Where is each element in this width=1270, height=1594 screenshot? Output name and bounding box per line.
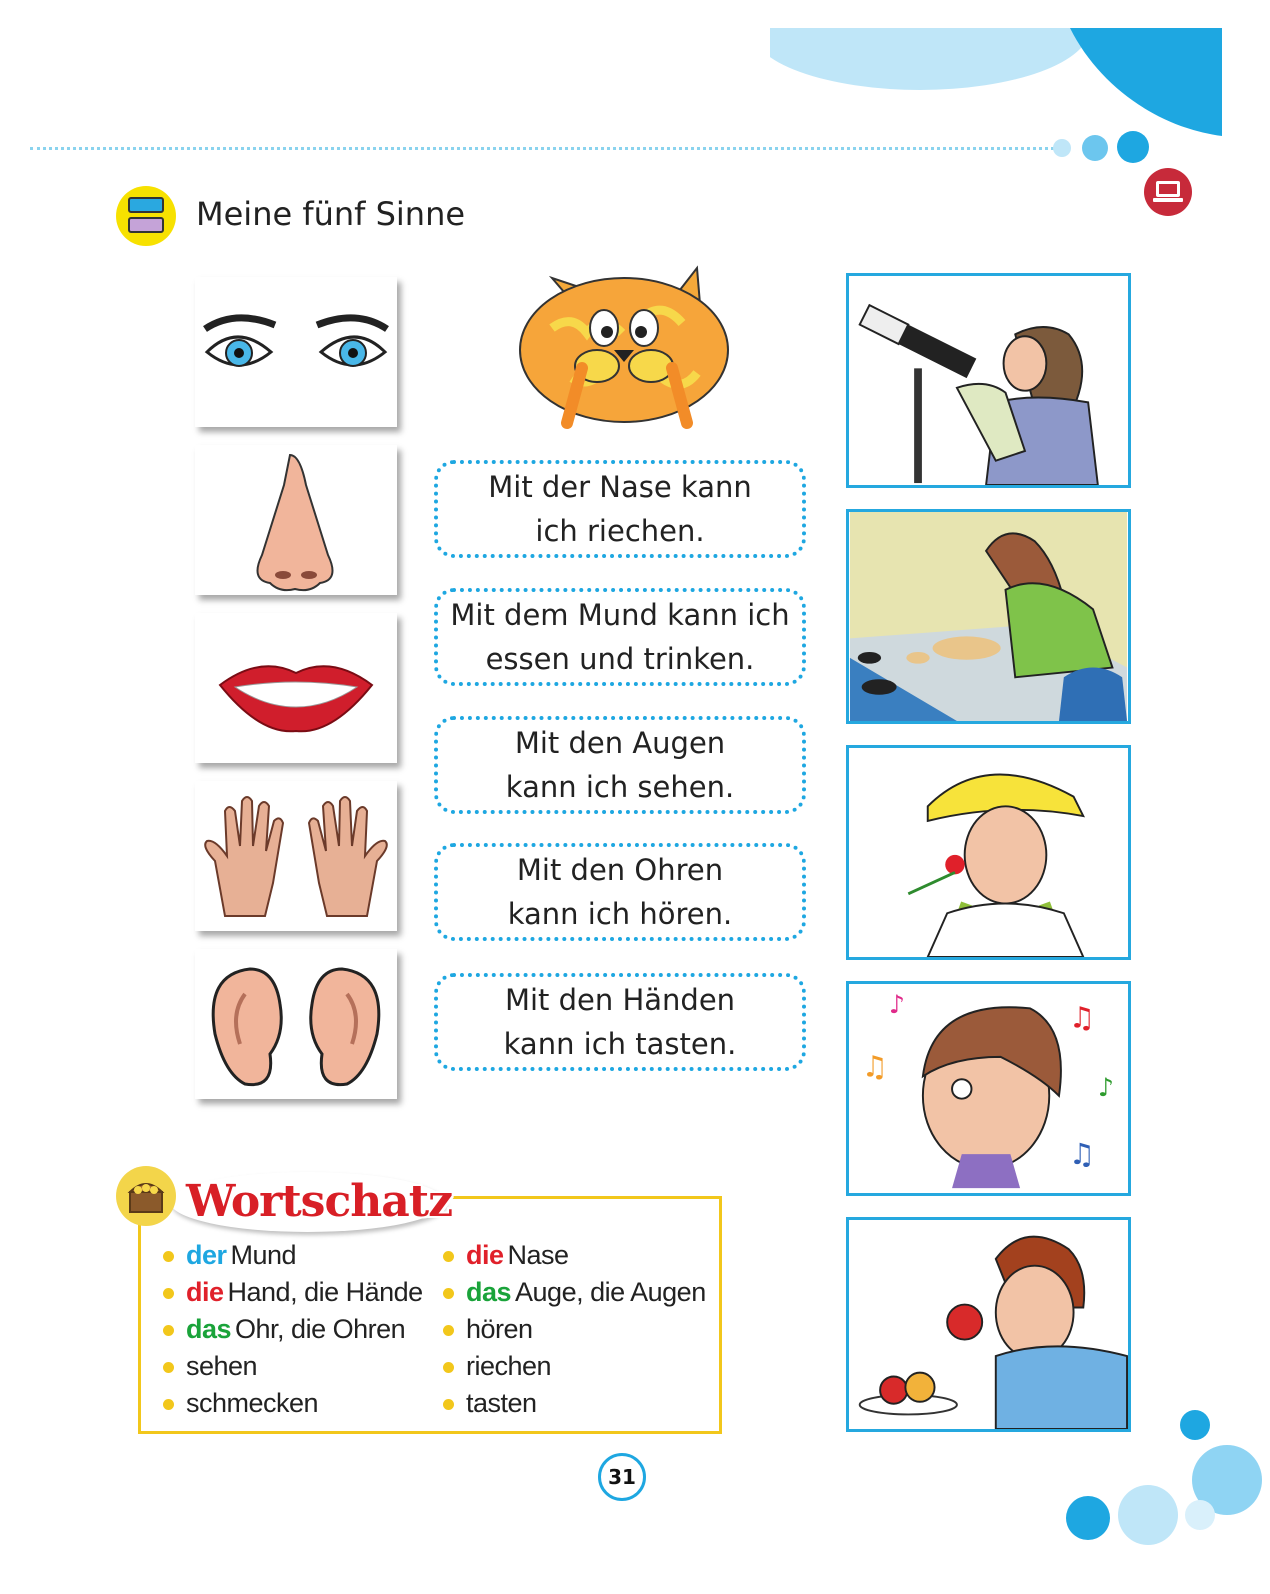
svg-text:♪: ♪ xyxy=(1097,1072,1114,1102)
listening-boy-icon xyxy=(849,984,1128,1193)
svg-text:♫: ♫ xyxy=(1068,1000,1095,1035)
nose-icon xyxy=(195,445,397,595)
hands-tile xyxy=(195,781,397,931)
bubble-large xyxy=(1117,131,1149,163)
flower-scene xyxy=(846,745,1131,960)
vocab-item: riechen xyxy=(443,1351,551,1382)
bubble-decoration xyxy=(1185,1500,1215,1530)
apple-scene xyxy=(846,1217,1131,1432)
sentence-box-hands xyxy=(434,973,806,1071)
hands-icon xyxy=(195,781,397,931)
flower-smelling-man-icon xyxy=(849,748,1128,957)
vocab-item: das Ohr, die Ohren xyxy=(163,1314,405,1345)
sentence-box-mouth xyxy=(434,588,806,686)
mouth-icon xyxy=(195,613,397,763)
vocab-item: das Auge, die Augen xyxy=(443,1277,706,1308)
vocab-item: hören xyxy=(443,1314,533,1345)
baking-scene xyxy=(846,509,1131,724)
svg-text:♪: ♪ xyxy=(888,990,905,1020)
dotted-divider xyxy=(30,147,1060,150)
bubble-small xyxy=(1053,139,1071,157)
laptop-icon[interactable] xyxy=(1143,167,1193,217)
sentence-box-nose xyxy=(434,460,806,558)
top-decoration xyxy=(770,28,1222,138)
treasure-chest-icon xyxy=(116,1166,176,1226)
mouth-tile xyxy=(195,613,397,763)
page-number: 31 xyxy=(598,1453,646,1501)
svg-text:♫: ♫ xyxy=(861,1049,888,1084)
ears-icon xyxy=(195,949,397,1099)
telescope-scene xyxy=(846,273,1131,488)
bubble-decoration xyxy=(1118,1485,1178,1545)
bubble-decoration xyxy=(1180,1410,1210,1440)
vocab-item: die Nase xyxy=(443,1240,569,1271)
book-icon xyxy=(116,186,176,246)
apple-eating-boy-icon xyxy=(849,1220,1128,1429)
sentence-text: Mit dem Mund kann ich essen und trinken. xyxy=(450,598,790,676)
bubble-medium xyxy=(1082,135,1108,161)
sentence-text: Mit den Ohren kann ich hören. xyxy=(507,853,733,931)
nose-tile xyxy=(195,445,397,595)
ears-tile xyxy=(195,949,397,1099)
vocabulary-title: Wortschatz xyxy=(186,1176,453,1227)
vocab-item: der Mund xyxy=(163,1240,296,1271)
sentence-box-eyes xyxy=(434,716,806,814)
sentence-text: Mit der Nase kann ich riechen. xyxy=(488,470,752,548)
sentence-box-ears xyxy=(434,843,806,941)
vocab-item: tasten xyxy=(443,1388,537,1419)
eyes-tile xyxy=(195,277,397,427)
music-scene xyxy=(846,981,1131,1196)
eyes-icon xyxy=(195,277,397,427)
vocab-item: sehen xyxy=(163,1351,257,1382)
page-title: Meine fünf Sinne xyxy=(196,195,466,233)
baking-woman-icon xyxy=(849,512,1128,721)
cat-holding-nose-icon xyxy=(512,258,734,433)
telescope-boy-icon xyxy=(849,276,1128,485)
sentence-text: Mit den Händen kann ich tasten. xyxy=(503,983,737,1061)
vocab-item: die Hand, die Hände xyxy=(163,1277,423,1308)
sentence-text: Mit den Augen kann ich sehen. xyxy=(505,726,735,804)
vocab-item: schmecken xyxy=(163,1388,318,1419)
bubble-decoration xyxy=(1066,1496,1110,1540)
svg-text:♫: ♫ xyxy=(1068,1136,1095,1171)
